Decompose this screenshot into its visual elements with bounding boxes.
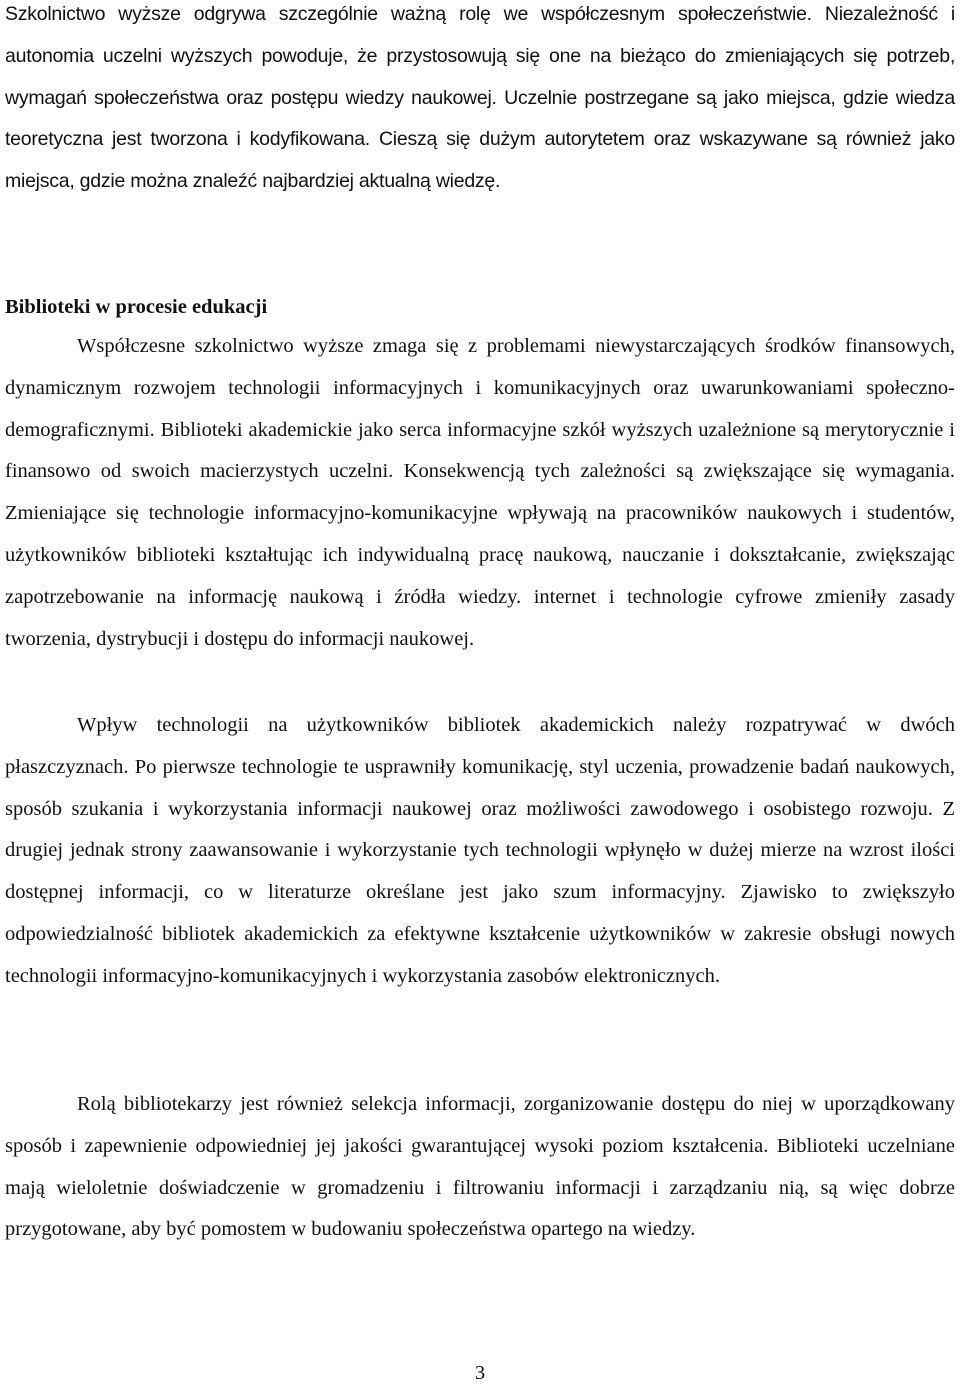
body-paragraph-1: Współczesne szkolnictwo wyższe zmaga się z problemami niewystarczających środków finansowych, dynamicznym rozwojem technologii informacyjnych i komunikacyjnych oraz uwarunkowaniami społeczno-demograficznymi. Biblioteki akademickie jako serca informacyjne szkół wyższych uzależnione są merytorycznie i finansowo od swoich macierzystych uczelni. Konsekwencją tych zależności są zwiększające się wymagania. Zmieniające się technologie informacyjno-komunikacyjne wpływają na pracowników naukowych i studentów, użytkowników biblioteki kształtując ich indywidualną pracę naukową, nauczanie i dokształcanie, zwiększając zapotrzebowanie na informację naukową i źródła wiedzy. internet i technologie cyfrowe zmieniły zasady tworzenia, dystrybucji i dostępu do informacji naukowej. bbox=[5, 335, 955, 650]
body-paragraph-3: Rolą bibliotekarzy jest również selekcja informacji, zorganizowanie dostępu do niej w uporządkowany sposób i zapewnienie odpowiedniej jej jakości gwarantującej wysoki poziom kształcenia. Biblioteki uczelniane mają wieloletnie doświadczenie w gromadzeniu i filtrowaniu informacji i zarządzaniu nią, są więc dobrze przygotowane, aby być pomostem w budowaniu społeczeństwa opartego na wiedzy. bbox=[5, 1093, 955, 1241]
intro-paragraph: Szkolnictwo wyższe odgrywa szczególnie ważną rolę we współczesnym społeczeństwie. Niezależność i autonomia uczelni wyższych powoduje, że przystosowują się one na bieżąco do zmieniających się potrzeb, wymagań społeczeństwa oraz postępu wiedzy naukowej. Uczelnie postrzegane są jako miejsca, gdzie wiedza teoretyczna jest tworzona i kodyfikowana. Cieszą się dużym autorytetem oraz wskazywane są również jako miejsca, gdzie można znaleźć najbardziej aktualną wiedzę. bbox=[5, 3, 955, 193]
page-number: 3 bbox=[474, 1362, 486, 1384]
section-heading: Biblioteki w procesie edukacji bbox=[5, 296, 268, 318]
body-paragraph-2: Wpływ technologii na użytkowników bibliotek akademickich należy rozpatrywać w dwóch płaszczyznach. Po pierwsze technologie te usprawniły komunikację, styl uczenia, prowadzenie badań naukowych, sposób szukania i wykorzystania informacji naukowej oraz możliwości zawodowego i osobistego rozwoju. Z drugiej jednak strony zaawansowanie i wykorzystanie tych technologii wpłynęło w dużej mierze na wzrost ilości dostępnej informacji, co w literaturze określane jest jako szum informacyjny. Zjawisko to zwiększyło odpowiedzialność bibliotek akademickich za efektywne kształcenie użytkowników w zakresie obsługi nowych technologii informacyjno-komunikacyjnych i wykorzystania zasobów elektronicznych. bbox=[5, 714, 955, 987]
